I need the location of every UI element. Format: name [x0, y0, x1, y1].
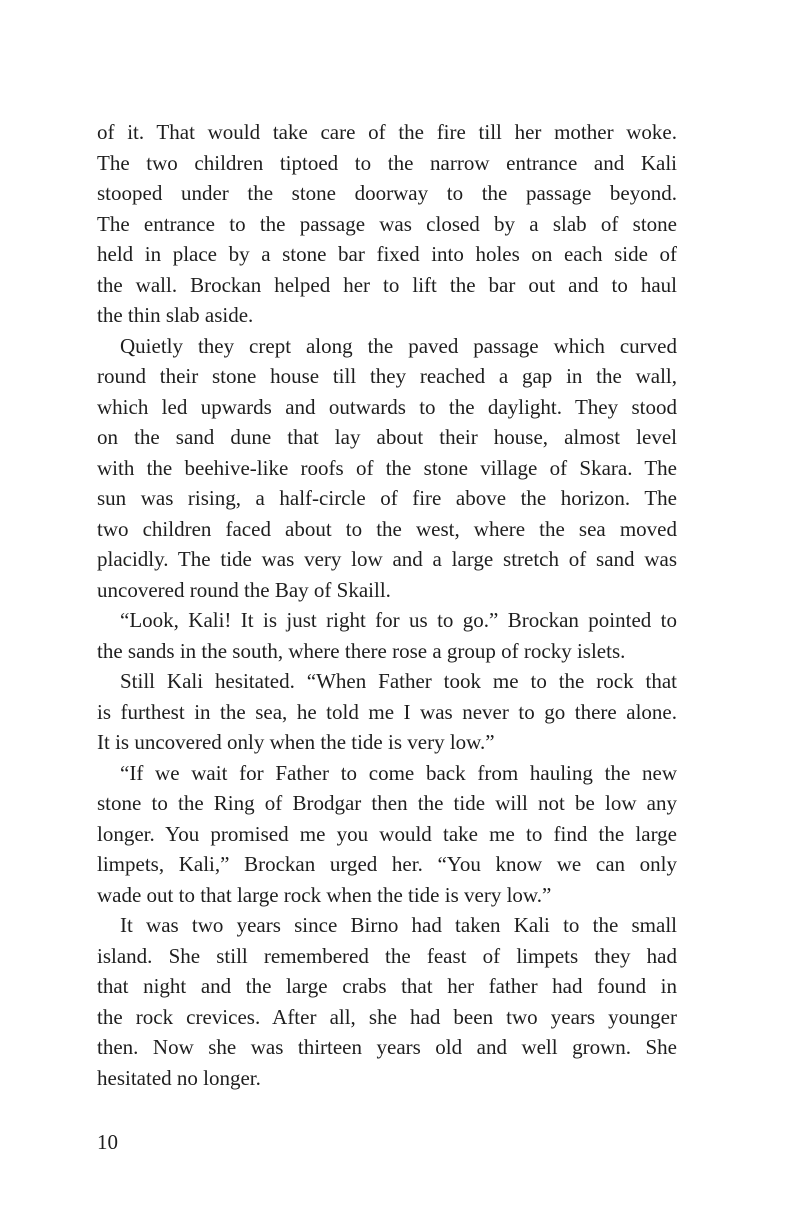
text-line: round their stone house till they reached a gap in the wall, — [97, 364, 677, 388]
text-line: It was two years since Birno had taken Kali to the small — [120, 913, 677, 937]
text-line: on the sand dune that lay about their house, almost level — [97, 425, 677, 449]
paragraph — [97, 605, 677, 666]
text-line: Quietly they crept along the paved passage which curved — [120, 333, 677, 358]
text-line: then. Now she was thirteen years old and well grown. She — [97, 1035, 677, 1059]
text-block — [97, 117, 677, 1093]
text-line: placidly. The tide was very low and a large stretch of sand was — [97, 547, 677, 571]
text-line: the thin slab aside. — [97, 303, 254, 327]
text-line: Still Kali hesitated. “When Father took me to the rock that — [120, 669, 677, 693]
text-line: held in place by a stone bar fixed into holes on each side of — [97, 242, 677, 266]
paragraph — [97, 910, 677, 1093]
text-line: longer. You promised me you would take me to find the large — [97, 821, 677, 846]
text-line: with the beehive-like roofs of the stone village of Skara. The — [97, 455, 677, 480]
text-line: hesitated no longer. — [97, 1065, 261, 1090]
text-line: the rock crevices. After all, she had been two years younger — [97, 1004, 677, 1029]
text-line: limpets, Kali,” Brockan urged her. “You know we can only — [97, 852, 677, 876]
text-line: island. She still remembered the feast of limpets they had — [97, 943, 677, 968]
text-line: sun was rising, a half-circle of fire above the horizon. The — [97, 486, 677, 510]
paragraph — [97, 331, 677, 606]
text-line: the wall. Brockan helped her to lift the bar out and to haul — [97, 272, 677, 297]
text-line: stone to the Ring of Brodgar then the tide will not be low any — [97, 791, 677, 815]
text-line: wade out to that large rock when the tide is very low.” — [97, 882, 552, 907]
text-line: The two children tiptoed to the narrow entrance and Kali — [97, 150, 677, 175]
text-line: two children faced about to the west, where the sea moved — [97, 516, 677, 541]
paragraph — [97, 666, 677, 758]
text-line: that night and the large crabs that her father had found in — [97, 974, 677, 998]
text-line: uncovered round the Bay of Skaill. — [97, 577, 391, 602]
text-line: the sands in the south, where there rose a group of rocky islets. — [97, 638, 626, 663]
paragraph — [97, 117, 677, 331]
paragraph — [97, 758, 677, 911]
text-line: of it. That would take care of the fire till her mother woke. — [97, 120, 677, 144]
text-line: stooped under the stone doorway to the passage beyond. — [97, 181, 677, 205]
text-line: “If we wait for Father to come back from hauling the new — [120, 760, 677, 785]
text-line: The entrance to the passage was closed by a slab of stone — [97, 211, 677, 236]
text-line: It is uncovered only when the tide is very low.” — [97, 730, 495, 754]
page-number: 10 — [97, 1130, 118, 1154]
text-line: “Look, Kali! It is just right for us to go.” Brockan pointed to — [120, 608, 677, 632]
text-line: which led upwards and outwards to the daylight. They stood — [97, 394, 677, 419]
text-line: is furthest in the sea, he told me I was never to go there alone. — [97, 699, 677, 724]
